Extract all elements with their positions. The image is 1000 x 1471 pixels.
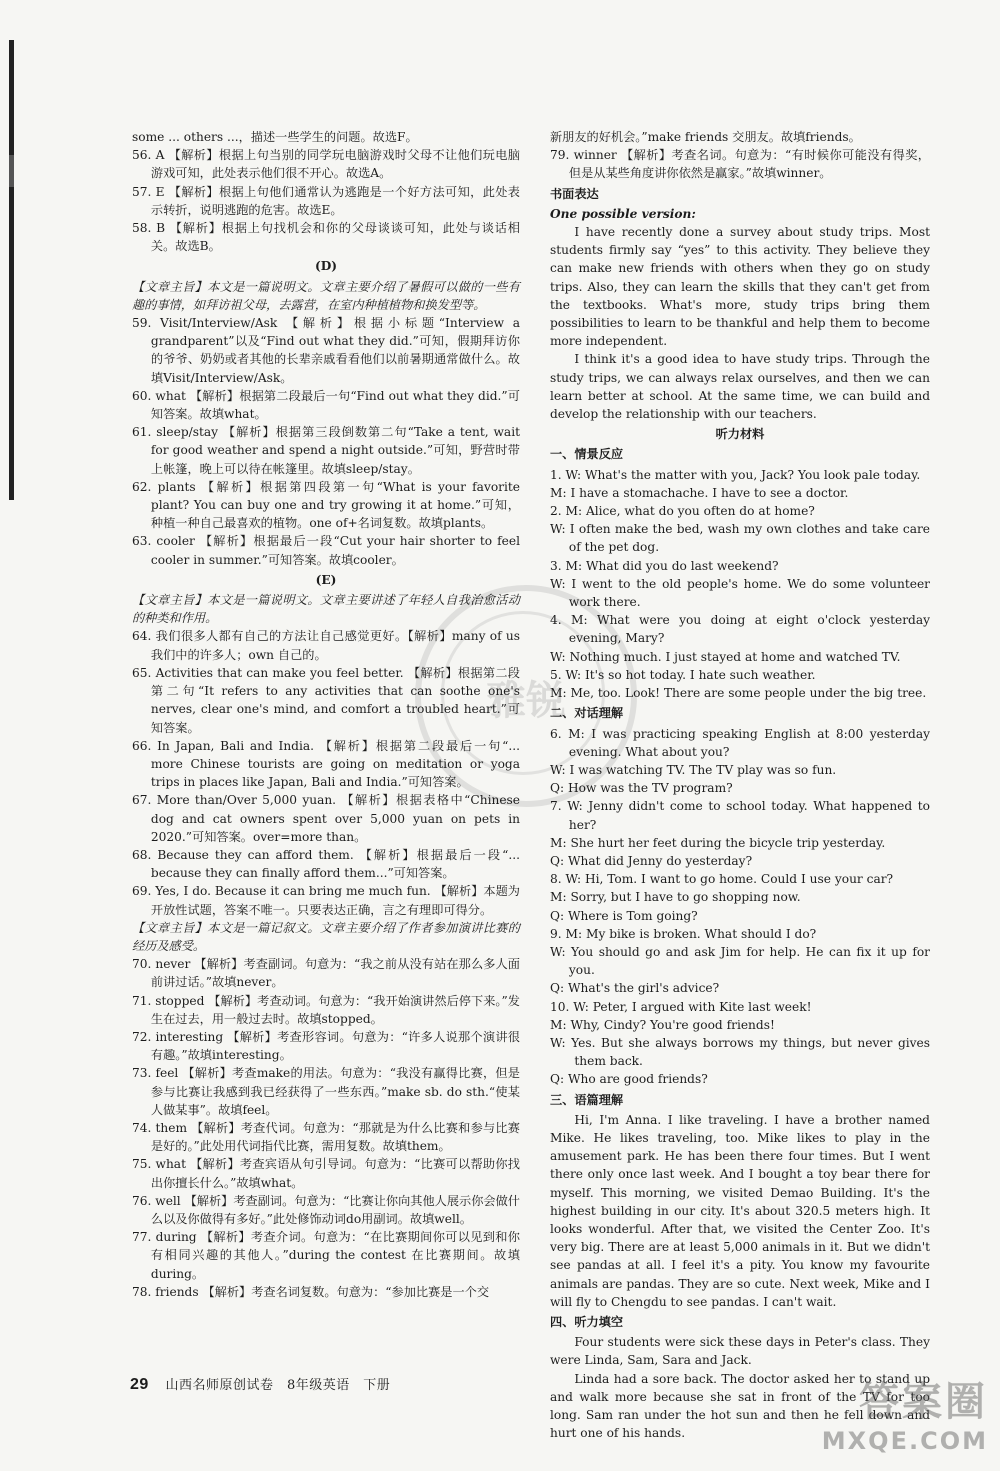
paragraph: Hi, I'm Anna. I like traveling. I have a brother named Mike. He likes traveling, too. Mike likes to play in the amusement park. He has been there four times. But I went there only once last week. And I bought a toy bear there for myself. This morning, we visited Demao Building. It's the highest building in our city. It's about 320.5 meters high. It looks wonderful. After that, we visited the Center Zoo. It's very big. There are at least 5,000 animals in it. But we didn't see pandas at all. I feel it's a pity. You know my favourite animals are pandas. They are so cute. Next week, Mike and I will fly to Chengdu to see pandas. I can't wait. [550,1112,930,1309]
paragraph: 75. what 【解析】考查宾语从句引导词。句意为：“比赛可以帮助你找出你擅长什么。”故填what。 [132,1157,520,1190]
paragraph: W: Nothing much. I just stayed at home and watched TV. [550,649,901,664]
paragraph: Four students were sick these days in Peter's class. They were Linda, Sam, Sara and Jack. [550,1335,930,1368]
paragraph: 7. W: Jenny didn't come to school today. What happened to her? [550,799,930,832]
paragraph: 76. well 【解析】考查副词。句意为：“比赛让你向其他人展示你会做什么以及你做得有多好。”此处修饰动词do用副词。故填well。 [132,1193,520,1226]
paragraph: 70. never 【解析】考查副词。句意为：“我之前从没有站在那么多人面前讲过话。”故填never。 [132,957,520,990]
paragraph: M: Me, too. Look! There are some people under the big tree. [550,686,927,701]
paragraph: 9. M: My bike is broken. What should I do? [550,926,817,941]
left-column [132,128,520,1301]
stamp-text: 雅锐 [486,678,566,724]
paragraph: 77. during 【解析】考查介词。句意为：“在比赛期间你可以见到和你有相同兴趣的其他人。”during the contest 在比赛期间。故填during。 [132,1230,520,1281]
paragraph: 74. them 【解析】考查代词。句意为：“那就是为什么比赛和参与比赛是好的。”此处用代词指代比赛，需用复数。故填them。 [132,1120,520,1154]
paragraph: 二、对话理解 [550,706,624,721]
binding-mark [9,40,14,500]
paragraph: 8. W: Hi, Tom. I want to go home. Could I use your car? [550,872,894,887]
paragraph: 78. friends 【解析】考查名词复数。句意为：“参加比赛是一个交 [132,1284,490,1299]
paragraph: 67. More than/Over 5,000 yuan. 【解析】根据表格中“Chinese dog and cat owners spent over 5,000 yuan on pets in 2020.”可知答案。over=more than。 [132,793,520,844]
paragraph: 5. W: It's so hot today. I hate such weather. [550,667,816,682]
paragraph: 4. M: What were you doing at eight o'clock yesterday evening, Mary? [550,613,930,646]
paragraph: W: You should go and ask Jim for help. He can fix it up for you. [550,944,930,978]
paragraph: some ... others ...，描述一些学生的问题。故选F。 [132,130,418,144]
paragraph: 书面表达 [550,186,599,201]
paragraph: 56. A 【解析】根据上句当别的同学玩电脑游戏时父母不让他们玩电脑游戏可知，此处表示他们很不开心。故选A。 [132,148,520,181]
paragraph: 66. In Japan, Bali and India. 【解析】根据第二段最后一句“... more Chinese tourists are going on meditation or yoga trips in places like Japan, Bali and India.”可知答案。 [132,738,520,790]
paragraph: 【文章主旨】本文是一篇说明文。文章主要介绍了暑假可以做的一些有趣的事情，如拜访祖父母，去露营，在室内种植植物和换发型等。 [132,279,520,312]
paragraph: 听力材料 [715,427,765,442]
paragraph: 60. what 【解析】根据第二段最后一句“Find out what they did.”可知答案。故填what。 [132,388,520,422]
paragraph: 【文章主旨】本文是一篇说明文。文章主要讲述了年轻人自我治愈活动的种类和作用。 [132,593,520,626]
paragraph: W: I went to the old people's home. We do some volunteer work there. [550,576,930,610]
paragraph: 10. W: Peter, I argued with Kite last week! [550,999,812,1014]
paragraph: 三、语篇理解 [550,1092,624,1107]
paragraph: 71. stopped 【解析】考查动词。句意为：“我开始演讲然后停下来。”发生在过去，用一般过去时。故填stopped。 [132,993,520,1026]
paragraph: 6. M: I was practicing speaking English at 8:00 yesterday evening. What about you? [550,726,930,759]
paragraph: M: I have a stomachache. I have to see a doctor. [550,485,849,500]
site-logo [822,1370,988,1455]
paragraph: 四、听力填空 [550,1315,624,1329]
paragraph: 63. cooler 【解析】根据最后一段“Cut your hair shorter to feel cooler in summer.”可知答案。故填cooler。 [132,534,520,567]
paragraph: 65. Activities that can make you feel better. 【解析】根据第二段第二句“It refers to any activities that can soothe one's nerves, clear one's mind, and comfort a troubled heart.”可知答案。 [132,665,520,735]
paragraph: 3. M: What did you do last weekend? [550,558,779,573]
paragraph: Q: How was the TV program? [550,781,733,796]
book-title: 山西名师原创试卷 8年级英语 下册 [165,1378,391,1393]
paragraph: 61. sleep/stay 【解析】根据第三段倒数第二句“Take a tent, wait for good weather and spend a night outside.”可知，野营时带上帐篷，晚上可以待在帐篷里。故填sleep/stay。 [132,425,520,476]
paragraph: M: She hurt her feet during the bicycle trip yesterday. [550,835,886,850]
site-logo-name: 答案圈 [859,1379,988,1425]
paragraph: M: Why, Cindy? You're good friends! [550,1017,775,1032]
paragraph: 一、情景反应 [550,447,624,462]
paragraph: (D) [314,259,338,274]
paragraph: Linda had a sore back. The doctor asked her to stand up and walk more because she sat in front of the TV for too long. Sam ran under the hot sun and then he fell down and hurt one of his hands. [550,1371,930,1441]
right-column [550,128,930,1442]
page-footer [130,1374,390,1394]
site-logo-url: MXQE.COM [821,1427,988,1455]
paragraph: Q: What's the girl's advice? [550,981,720,996]
paragraph: 59. Visit/Interview/Ask 【解析】根据小标题“Interview a grandparent”以及“Find out what they did.”可知，假期拜访你的爷爷、奶奶或者其他的长辈亲戚看看他们以前暑期通常做什么。故填Visit/Interview/Ask。 [132,316,520,385]
paragraph: Q: Where is Tom going? [550,908,698,923]
paragraph: W: I was watching TV. The TV play was so fun. [550,762,837,777]
paragraph: 69. Yes, I do. Because it can bring me much fun. 【解析】本题为开放性试题，答案不唯一。只要表达正确，言之有理即可得分。 [132,884,520,917]
paragraph: Q: What did Jenny do yesterday? [550,853,753,868]
paragraph: M: Sorry, but I have to go shopping now. [550,890,801,905]
paragraph: 72. interesting 【解析】考查形容词。句意为：“许多人说那个演讲很有趣。”故填interesting。 [132,1029,520,1063]
paragraph: 2. M: Alice, what do you often do at home? [550,504,815,519]
paragraph: 64. 我们很多人都有自己的方法让自己感觉更好。【解析】many of us 我们中的许多人；own 自己的。 [132,629,520,662]
paragraph: 79. winner 【解析】考查名词。句意为：“有时候你可能没有得奖，但是从某些角度讲你依然是赢家。”故填winner。 [550,148,930,181]
paragraph: 68. Because they can afford them. 【解析】根据最后一段“... because they can finally afford them...”可知答案。 [132,847,520,881]
paragraph: 57. E 【解析】根据上句他们通常认为逃跑是一个好方法可知，此处表示转折，说明逃跑的危害。故选E。 [132,184,520,217]
paragraph: 58. B 【解析】根据上句找机会和你的父母谈谈可知，此处与谈话相关。故选B。 [132,221,520,254]
paragraph: 新朋友的好机会。”make friends 交朋友。故填friends。 [550,130,861,144]
paragraph: (E) [315,572,337,587]
paragraph: W: I often make the bed, wash my own clothes and take care of the pet dog. [550,522,930,555]
paragraph: I think it's a good idea to have study trips. Through the study trips, we can always relax ourselves, and then we can learn better at school. At the same time, we can build and develop the relationship with our teachers. [550,352,930,422]
page-number: 29 [130,1376,149,1393]
paragraph: 1. W: What's the matter with you, Jack? You look pale today. [550,467,921,482]
paragraph: One possible version: [550,206,696,221]
paragraph: 73. feel 【解析】考查make的用法。句意为：“我没有赢得比赛，但是参与比赛让我感到我已经获得了一些东西。”make sb. do sth.“使某人做某事”。故填feel。 [132,1066,520,1117]
paragraph: I have recently done a survey about study trips. Most students firmly say “yes” to this activity. They believe they can make new friends with others when they go on study trips. Also, they can learn the skills that they can't get from the textbooks. What's more, study trips bring them possibilities to learn to be thankful and help them to become more independent. [550,225,930,349]
paragraph: W: Yes. But she always borrows my things, but never gives them back. [550,1035,930,1069]
paragraph: 【文章主旨】本文是一篇记叙文。文章主要介绍了作者参加演讲比赛的经历及感受。 [132,920,520,953]
paragraph: 62. plants 【解析】根据第四段第一句“What is your favorite plant? You can buy one and try growing it at home.”可知，种植一种自己最喜欢的植物。one of+名词复数。故填plants。 [132,479,520,531]
paragraph: Q: Who are good friends? [550,1072,708,1087]
